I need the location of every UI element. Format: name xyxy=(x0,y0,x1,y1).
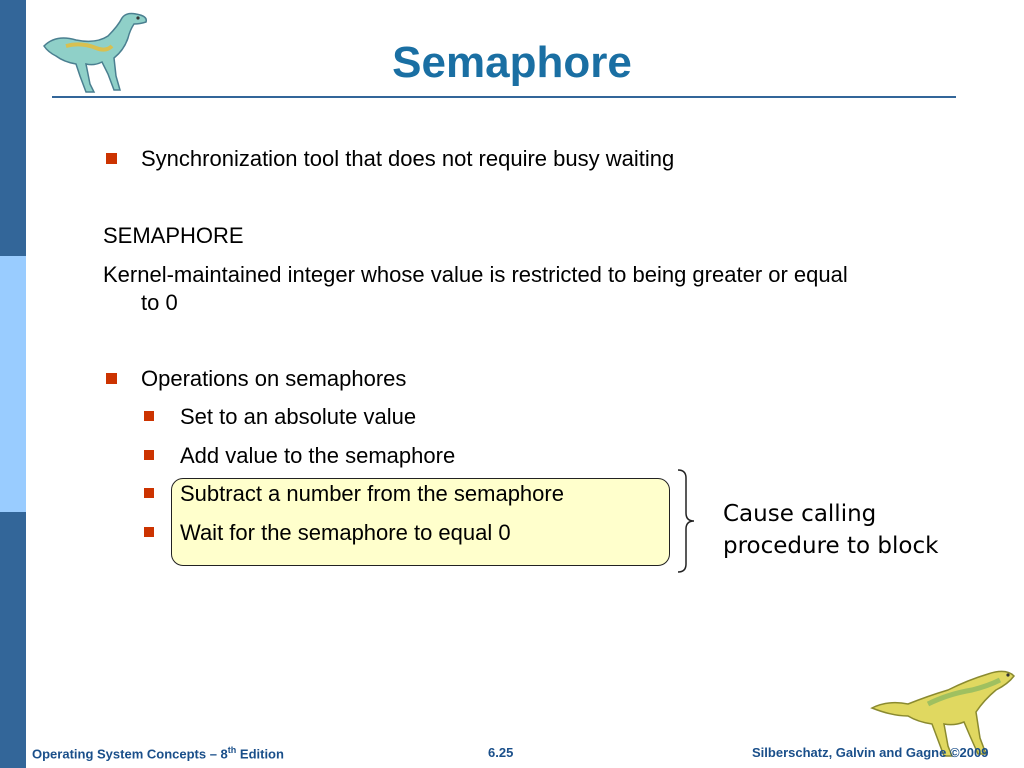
footer-copyright: Silberschatz, Galvin and Gagne ©2009 xyxy=(752,745,989,760)
footer-course-title xyxy=(32,745,284,761)
sub-item: Subtract a number from the semaphore xyxy=(180,481,564,506)
left-decorative-bar xyxy=(0,0,26,768)
sub-bullet-square-icon xyxy=(144,450,154,460)
note-line-1: Cause calling xyxy=(723,501,877,527)
sub-item: Wait for the semaphore to equal 0 xyxy=(180,520,511,545)
right-brace-icon xyxy=(676,468,698,574)
sub-item: Add value to the semaphore xyxy=(180,443,456,468)
bullet-square-icon xyxy=(106,153,117,164)
footer-course-title-text: Operating System Concepts – 8 xyxy=(32,746,228,762)
definition-line-1: Kernel-maintained integer whose value is restricted to being greater or equal xyxy=(103,262,848,287)
sub-item: Set to an absolute value xyxy=(180,404,417,429)
annotation-note xyxy=(723,498,938,562)
footer-course-title-suffix: Edition xyxy=(236,746,284,762)
definition-line-2: to 0 xyxy=(141,290,178,315)
bullet-text: Synchronization tool that does not require busy waiting xyxy=(141,146,675,171)
sub-bullet-square-icon xyxy=(144,488,154,498)
slide-title: Semaphore xyxy=(392,38,632,87)
footer-superscript: th xyxy=(227,745,237,755)
note-line-2: procedure to block xyxy=(723,533,939,559)
footer-page-number: 6.25 xyxy=(488,745,514,760)
title-divider xyxy=(52,96,956,98)
section-heading: SEMAPHORE xyxy=(103,223,244,248)
bullet-square-icon xyxy=(106,373,117,384)
sub-bullet-square-icon xyxy=(144,411,154,421)
left-bar-light-segment xyxy=(0,256,26,512)
sub-bullet-square-icon xyxy=(144,527,154,537)
bullet-text: Operations on semaphores xyxy=(141,366,407,391)
